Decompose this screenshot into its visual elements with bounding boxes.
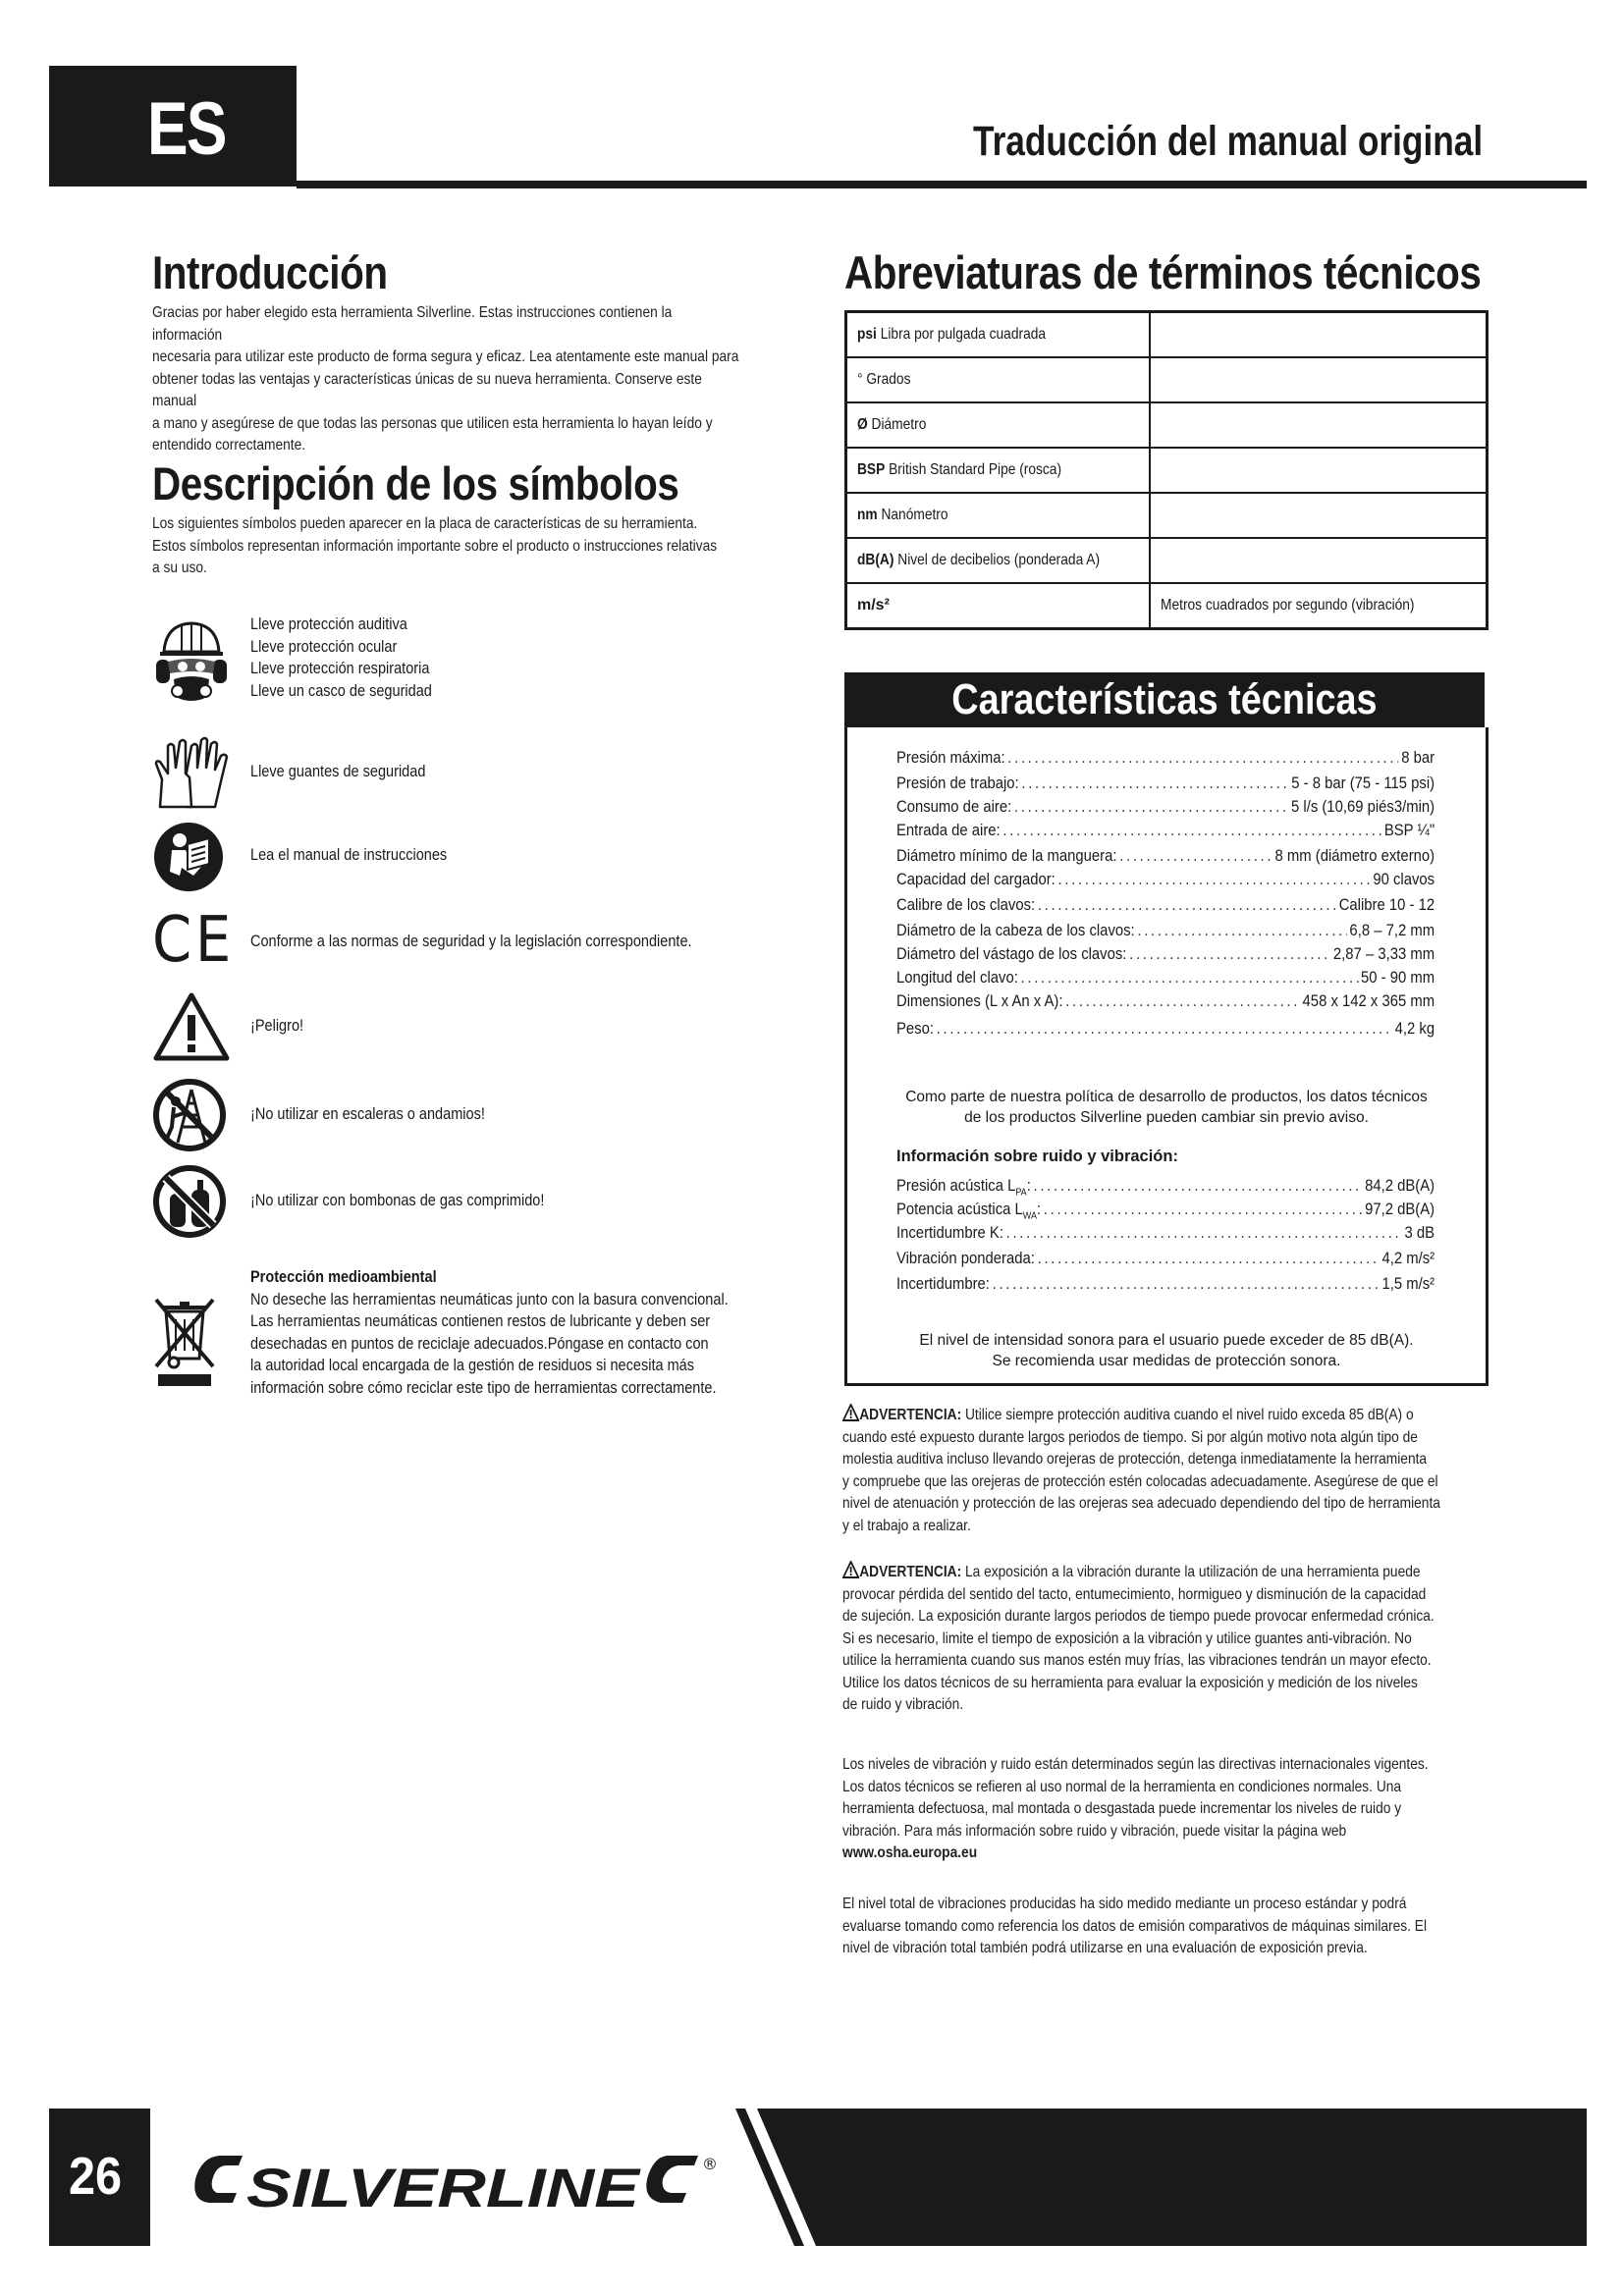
spec-value: 50 - 90 mm <box>1360 969 1435 987</box>
noise-title: Información sobre ruido y vibración: <box>896 1148 1178 1165</box>
dot-leader <box>1065 990 1300 1012</box>
spec-value: 8 bar <box>1401 749 1435 767</box>
dot-leader <box>937 1018 1392 1040</box>
spec-label: Diámetro mínimo de la manguera: <box>896 847 1117 865</box>
warning-vibration: ADVERTENCIA: La exposición a la vibración durante la utilización de una herramienta puede provocar pérdida del sentido del tacto, entumecimiento, hormigueo y disminución de la capacidad de sujeción. La exposición durante largos periodos de tiempo puede provocar enfermedad crónica. Si es necesario, limite el tiempo de exposición a la vibración y utilice guantes anti-vibración. No utilice la herramienta cuando sus manos estén muy frías, las vibraciones tendrán un mayor efecto. Utilice los datos técnicos de su herramienta para evaluar la exposición y medición de los niveles de ruido y vibración. <box>842 1561 1485 1717</box>
spec-value: 5 - 8 bar (75 - 115 psi) <box>1291 774 1435 792</box>
noise-value: 4,2 m/s² <box>1381 1250 1435 1267</box>
abbreviations-table <box>844 310 1489 630</box>
dot-leader <box>1058 869 1371 890</box>
ppe-labels: Lleve protección auditiva Lleve protección ocular Lleve protección respiratoria Lleve un casco de seguridad <box>250 615 432 700</box>
spec-label: Presión máxima: <box>896 749 1005 767</box>
brand-wordmark: SILVERLINE <box>246 2157 642 2218</box>
spec-row <box>896 990 1435 1012</box>
table-row: psi Libra por pulgada cuadrada <box>846 312 1488 358</box>
spec-label: Calibre de los clavos: <box>896 896 1036 914</box>
spec-row <box>896 967 1435 988</box>
spec-row <box>896 845 1435 867</box>
dot-leader <box>1119 845 1272 867</box>
page-number: 26 <box>69 2147 123 2206</box>
footer-logo-panel <box>156 2109 1587 2246</box>
symbols-intro: Los siguientes símbolos pueden aparecer en la placa de características de su herramienta. Estos símbolos representan información importante sobre el producto o instrucciones relativas a su uso. <box>152 515 718 576</box>
table-row: m/s² Metros cuadrados por segundo (vibración) <box>846 583 1488 629</box>
spec-row <box>896 943 1435 965</box>
no-ladder-label: ¡No utilizar en escaleras o andamios! <box>250 1105 485 1123</box>
spec-value: Calibre 10 - 12 <box>1338 896 1435 914</box>
ce-label: Conforme a las normas de seguridad y la legislación correspondiente. <box>250 933 692 950</box>
spec-label: Diámetro del vástago de los clavos: <box>896 945 1127 963</box>
spec-value: 90 clavos <box>1373 871 1435 888</box>
no-gas-label: ¡No utilizar con bombonas de gas comprimido! <box>250 1192 545 1209</box>
noise-value: 1,5 m/s² <box>1381 1275 1435 1293</box>
spec-row <box>896 920 1435 941</box>
noise-label: Incertidumbre K: <box>896 1224 1003 1242</box>
noise-value: 97,2 dB(A) <box>1365 1201 1435 1218</box>
spec-row <box>896 869 1435 890</box>
intro-text: Gracias por haber elegido esta herramienta Silverline. Estas instrucciones contienen la información necesaria para utilizar este producto de forma segura y eficaz. Lea atentamente este manual para obtener todas las ventajas y características únicas de su nueva herramienta. Conserve este manual a mano y asegúrese de que todas las personas que utilicen esta herramienta lo hayan leído y entendido correctamente. <box>152 304 739 454</box>
dot-leader <box>1021 967 1359 988</box>
spec-label: Presión de trabajo: <box>896 774 1019 792</box>
noise-label: Presión acústica $L_{PA}$: <box>896 1177 1031 1199</box>
table-row: dB(A) Nivel de decibelios (ponderada A) <box>846 538 1488 583</box>
dot-leader <box>1021 773 1288 794</box>
spec-value: BSP ¼" <box>1383 822 1435 839</box>
no-gas-cylinder-icon <box>152 1164 227 1244</box>
spec-label: Peso: <box>896 1020 934 1038</box>
symbols-heading: Descripción de los símbolos <box>152 457 679 509</box>
warning-hearing: ADVERTENCIA: Utilice siempre protección auditiva cuando el nivel ruido exceda 85 dB(A) o cuando esté expuesto durante largos periodos de tiempo. Si por algún motivo nota algún tipo de molestia auditiva incluso llevando orejeras de protección, detenga inmediatamente la herramienta y compruebe que las orejeras de protección estén colocadas adecuadamente. Asegúrese de que el nivel de atenuación y protección de las orejeras sea adecuado dependiendo del tipo de herramienta y el trabajo a realizar. <box>842 1404 1485 1537</box>
danger-label: ¡Peligro! <box>250 1017 304 1035</box>
intro-heading: Introducción <box>152 246 388 298</box>
dot-leader <box>1038 1248 1380 1269</box>
dot-leader <box>1137 920 1346 941</box>
noise-label: Potencia acústica $L_{WA}$: <box>896 1201 1042 1222</box>
environment-title: Protección medioambiental <box>250 1268 437 1286</box>
noise-row <box>896 1273 1435 1295</box>
spec-value: 2,87 – 3,33 mm <box>1332 945 1435 963</box>
policy-note: Como parte de nuestra política de desarrollo de productos, los datos técnicos de los productos Silverline pueden cambiar sin previo aviso. <box>905 1089 1428 1126</box>
registered-mark: ® <box>702 2155 718 2173</box>
vibration-total-paragraph: El nivel total de vibraciones producidas ha sido medido mediante un proceso estándar y podrá evaluarse tomando como referencia los datos de emisión comparativos de máquinas similares. El nivel de vibración total también podrá utilizarse en una evaluación de exposición previa. <box>842 1896 1428 1956</box>
dot-leader <box>1129 943 1330 965</box>
spec-value: 6,8 – 7,2 mm <box>1349 922 1435 939</box>
spec-row <box>896 1018 1435 1040</box>
dot-leader <box>993 1273 1380 1295</box>
ce-mark: CE <box>152 904 235 977</box>
spec-label: Consumo de aire: <box>896 798 1012 816</box>
noise-label: Incertidumbre: <box>896 1275 990 1293</box>
table-row: BSP British Standard Pipe (rosca) <box>846 448 1488 493</box>
warning-small-icon <box>842 1561 859 1578</box>
spec-label: Dimensiones (L x An x A): <box>896 992 1063 1010</box>
spec-row <box>896 820 1435 841</box>
ce-mark-icon <box>152 904 244 977</box>
specs-heading-bar <box>844 672 1485 727</box>
abbreviations-heading: Abreviaturas de términos técnicos <box>844 246 1482 298</box>
noise-directives-paragraph: Los niveles de vibración y ruido están determinados según las directivas internacionales vigentes. Los datos técnicos se refieren al uso normal de la herramienta en condiciones normales. Una herramienta defectuosa, mal montada o desgastada puede incrementar los niveles de ruido y vibración. Para más información sobre ruido y vibración, puede visitar la página web www.osha.europa.eu <box>842 1754 1485 1865</box>
table-row: Ø Diámetro <box>846 402 1488 448</box>
spec-label: Entrada de aire: <box>896 822 1001 839</box>
specs-box <box>844 727 1489 1386</box>
gloves-icon <box>152 734 235 814</box>
spec-row <box>896 747 1435 769</box>
spec-value: 458 x 142 x 365 mm <box>1302 992 1435 1010</box>
header-rule <box>297 181 1587 188</box>
language-code: ES <box>147 87 226 171</box>
osha-link[interactable]: www.osha.europa.eu <box>842 1844 978 1861</box>
spec-value: 5 l/s (10,69 piés3/min) <box>1291 798 1435 816</box>
gloves-label: Lleve guantes de seguridad <box>250 763 426 780</box>
dot-leader <box>1038 894 1336 916</box>
dot-leader <box>1014 796 1288 818</box>
spec-row <box>896 894 1435 916</box>
noise-row <box>896 1248 1435 1269</box>
spec-label: Diámetro de la cabeza de los clavos: <box>896 922 1135 939</box>
spec-value: 8 mm (diámetro externo) <box>1274 847 1435 865</box>
no-ladder-icon <box>152 1078 227 1157</box>
noise-note: El nivel de intensidad sonora para el usuario puede exceder de 85 dB(A). Se recomienda usar medidas de protección sonora. <box>919 1332 1414 1369</box>
dot-leader <box>1002 820 1381 841</box>
warning-triangle-icon <box>152 991 231 1067</box>
dot-leader <box>1006 1222 1402 1244</box>
spec-row <box>896 796 1435 818</box>
spec-label: Longitud del clavo: <box>896 969 1018 987</box>
manual-label: Lea el manual de instrucciones <box>250 846 448 864</box>
weee-bin-icon <box>152 1294 217 1393</box>
read-manual-icon <box>152 821 225 898</box>
dot-leader <box>1007 747 1398 769</box>
noise-value: 3 dB <box>1404 1224 1435 1242</box>
spec-label: Capacidad del cargador: <box>896 871 1056 888</box>
specs-heading: Características técnicas <box>951 675 1378 723</box>
ppe-head-icon <box>152 618 231 714</box>
noise-row <box>896 1222 1435 1244</box>
spec-row <box>896 773 1435 794</box>
warning-small-icon <box>842 1404 859 1421</box>
noise-value: 84,2 dB(A) <box>1365 1177 1435 1195</box>
noise-label: Vibración ponderada: <box>896 1250 1035 1267</box>
environment-text: Protección medioambiental No deseche las herramientas neumáticas junto con la basura convencional. Las herramientas neumáticas contienen restos de lubricante y deben ser desechadas en puntos de reciclaje adecuados.Póngase en contacto con la autoridad local encargada de la gestión de residuos si necesita más información sobre cómo reciclar este tipo de herramientas correctamente. <box>250 1268 729 1397</box>
table-row: nm Nanómetro <box>846 493 1488 538</box>
table-row: ° Grados <box>846 357 1488 402</box>
page-title: Traducción del manual original <box>972 118 1483 165</box>
spec-value: 4,2 kg <box>1394 1020 1435 1038</box>
